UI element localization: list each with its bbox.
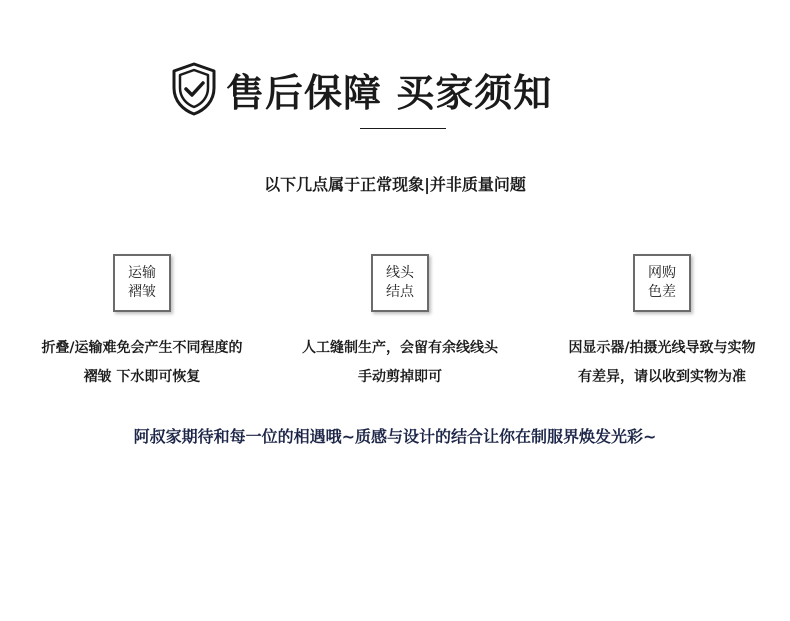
notice-item-thread-ends (270, 254, 530, 392)
notice-item-description (12, 334, 272, 392)
notice-item-box-line: 褶皱 (128, 284, 156, 300)
header (170, 58, 552, 120)
notice-item-box-line: 网购 (648, 265, 676, 281)
notice-item-desc-line: 有差异，请以收到实物为准 (578, 369, 746, 385)
notice-item-desc-line: 褶皱 下水即可恢复 (83, 369, 201, 385)
notice-item-box-line: 色差 (648, 284, 676, 300)
notice-item-color-difference (532, 254, 790, 392)
notice-item-box-line: 结点 (386, 284, 414, 300)
page-title: 售后保障 买家须知 (226, 70, 553, 115)
brand-message: 阿叔家期待和每一位的相遇哦~质感与设计的结合让你在制服界焕发光彩~ (133, 427, 657, 446)
notice-item-box-line: 线头 (386, 265, 414, 281)
notice-item-desc-line: 折叠/运输难免会产生不同程度的 (41, 340, 243, 356)
notice-subtitle: 以下几点属于正常现象|并非质量问题 (264, 175, 526, 194)
notice-item-shipping-wrinkles (12, 254, 272, 392)
notice-item-box (371, 254, 429, 312)
notice-item-box (633, 254, 691, 312)
notice-item-desc-line: 人工缝制生产，会留有余线线头 (302, 340, 498, 356)
notice-item-desc-line: 手动剪掉即可 (358, 369, 442, 385)
title-divider (360, 128, 446, 129)
notice-item-box-line: 运输 (128, 265, 156, 281)
notice-item-desc-line: 因显示器/拍摄光线导致与实物 (568, 340, 756, 356)
notice-item-description (270, 334, 530, 392)
notice-item-description (532, 334, 790, 392)
notice-item-box (113, 254, 171, 312)
shield-check-icon (170, 61, 218, 117)
